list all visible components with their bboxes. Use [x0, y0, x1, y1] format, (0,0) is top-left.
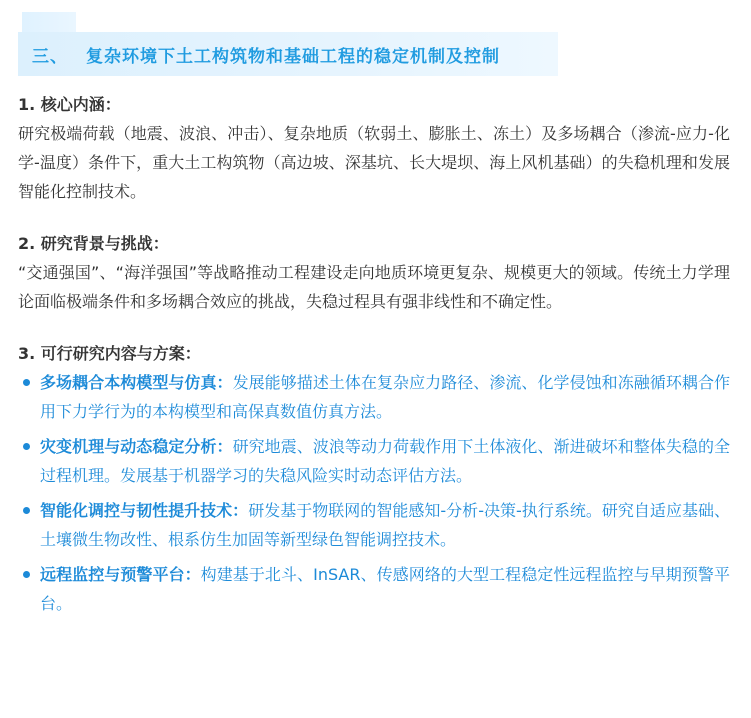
- item-title: 灾变机理与动态稳定分析：: [40, 437, 233, 456]
- background-heading: 2. 研究背景与挑战：: [18, 234, 169, 253]
- background-text: “交通强国”、“海洋强国”等战略推动工程建设走向地质环境更复杂、规模更大的领域。传统土力学理论面临极端条件和多场耦合效应的挑战，失稳过程具有强非线性和不确定性。: [18, 263, 730, 311]
- core-meaning-heading: 1. 核心内涵：: [18, 95, 121, 114]
- item-title: 多场耦合本构模型与仿真：: [40, 373, 233, 392]
- section-title-banner: [18, 32, 558, 76]
- section-title: [32, 42, 500, 67]
- core-meaning-text: 研究极端荷载（地震、波浪、冲击）、复杂地质（软弱土、膨胀土、冻土）及多场耦合（渗流-应力-化学-温度）条件下，重大土工构筑物（高边坡、深基坑、长大堤坝、海上风机基础）的失稳机理和发展智能化控制技术。: [18, 124, 730, 201]
- item-body: 发展能够描述土体在复杂应力路径、渗流、化学侵蚀和冻融循环耦合作用下力学行为的本构模型和高保真数值仿真方法。: [40, 373, 730, 421]
- item-title: 远程监控与预警平台：: [40, 565, 201, 584]
- corner-accent: [22, 12, 76, 32]
- section-title-text: 复杂环境下土工构筑物和基础工程的稳定机制及控制: [86, 46, 500, 67]
- list-item: [18, 368, 730, 426]
- item-title: 智能化调控与韧性提升技术：: [40, 501, 249, 520]
- section-number: 三、: [32, 46, 68, 67]
- bullet-dot-icon: [23, 507, 30, 514]
- list-item: [18, 496, 730, 554]
- item-body: 研发基于物联网的智能感知-分析-决策-执行系统。研究自适应基础、土壤微生物改性、根系仿生加固等新型绿色智能调控技术。: [40, 501, 730, 549]
- bullet-dot-icon: [23, 379, 30, 386]
- article-body: [18, 90, 730, 624]
- item-body: 构建基于北斗、InSAR、传感网络的大型工程稳定性远程监控与早期预警平台。: [40, 565, 730, 613]
- bullet-dot-icon: [23, 571, 30, 578]
- list-item: [18, 432, 730, 490]
- item-body: 研究地震、波浪等动力荷载作用下土体液化、渐进破坏和整体失稳的全过程机理。发展基于机器学习的失稳风险实时动态评估方法。: [40, 437, 730, 485]
- bullet-dot-icon: [23, 443, 30, 450]
- research-plan-heading: 3. 可行研究内容与方案：: [18, 344, 201, 363]
- research-item-list: [18, 368, 730, 618]
- list-item: [18, 560, 730, 618]
- spacer: [18, 316, 730, 339]
- spacer: [18, 206, 730, 229]
